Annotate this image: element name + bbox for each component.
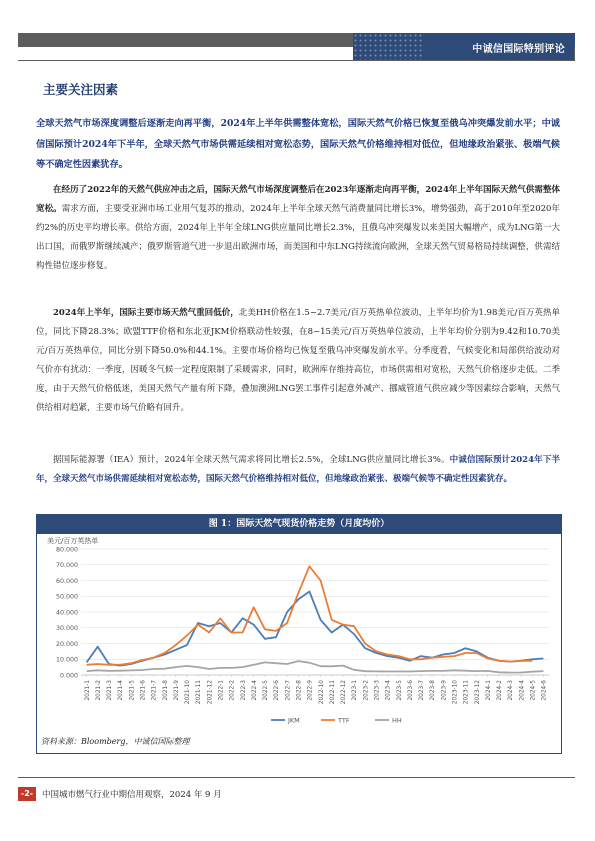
x-tick-label: 2022-11 bbox=[329, 680, 336, 705]
footer-rule bbox=[18, 777, 575, 778]
x-tick-label: 2021-9 bbox=[173, 680, 180, 701]
supply-demand-body: 需求方面，主要受亚洲市场工业用气复苏的推动，2024年上半年全球天然气消费量同比增长3%，增势强劲，高于2010年至2020年约2%的历史平均增长率。供给方面，2024年上半年全球LNG供应量同比增长2.3%，且俄乌冲突爆发以来美国大幅增产，成为LNG第一大出口国，而俄罗斯继续减产；俄罗斯管道气进一步退出欧洲市场，而美国和中东LNG持续流向欧洲，全球天然气贸易格局持续调整，供需结构性错位逐步修复。 bbox=[36, 204, 560, 271]
x-tick-label: 2023-4 bbox=[385, 680, 392, 701]
y-axis-label: 美元/百万英热单 bbox=[47, 537, 99, 545]
figure-caption: 图 1：国际天然气现货价格走势（月度均价） bbox=[37, 515, 561, 534]
x-tick-label: 2022-7 bbox=[285, 680, 292, 701]
price-body: 北美HH价格在1.5~2.7美元/百万英热单位波动，上半年均价为1.98美元/百万英热单位，同比下降28.3%；欧盟TTF价格和东北亚JKM价格联动性较强，在8~15美元/百万英热单位波动，上半年均价分别为9.42和10.70美元/百万英热单位，同比分别下降50.0%和44.1%。主要市场价格均已恢复至俄乌冲突爆发前水平。分季度看，气候变化和局部供给波动对气价亦有扰动：一季度，因暖冬气候一定程度限制了采暖需求，同时，欧洲库存维持高位，市场供需相对宽松，天然气价格逐步走低。二季度，由于天然气价格低迷，美国天然气产量有所下降，叠加澳洲LNG罢工事件引起意外减产、挪威管道气供应减少等因素综合影响，天然气供给相对趋紧，主要市场气价略有回升。 bbox=[36, 308, 560, 413]
x-tick-label: 2021-1 bbox=[84, 680, 91, 701]
x-tick-label: 2022-8 bbox=[296, 680, 303, 701]
y-tick-label: 0.000 bbox=[59, 672, 78, 680]
x-tick-label: 2021-5 bbox=[129, 680, 136, 701]
x-tick-label: 2024-6 bbox=[541, 680, 548, 701]
key-summary-paragraph: 全球天然气市场深度调整后逐渐走向再平衡，2024年上半年供需整体宽松，国际天然气价格已恢复至俄乌冲突爆发前水平；中诚信国际预计2024年下半年，全球天然气市场供需延续相对宽松态势，国际天然气价格维持相对低位，但地缘政治紧张、极端气候等不确定性因素犹存。 bbox=[36, 118, 560, 170]
header-title-box bbox=[353, 33, 575, 60]
price-paragraph bbox=[36, 304, 560, 418]
x-tick-label: 2021-2 bbox=[95, 680, 102, 701]
legend-label-jkm: JKM bbox=[288, 716, 300, 725]
x-tick-label: 2022-12 bbox=[341, 680, 348, 705]
price-lead: 2024年上半年，国际主要市场天然气重回低价， bbox=[53, 308, 239, 318]
header-divider bbox=[574, 47, 575, 61]
figure-source: 资料来源：Bloomberg，中诚信国际整理 bbox=[41, 737, 190, 746]
y-tick-label: 50.000 bbox=[55, 593, 78, 601]
x-tick-label: 2023-2 bbox=[363, 680, 370, 701]
x-tick-label: 2021-3 bbox=[107, 680, 114, 701]
outlook-body: 据国际能源署（IEA）预计，2024年全球天然气需求将同比增长2.5%，全球LNG供应量同比增长3%。 bbox=[53, 455, 450, 465]
x-tick-label: 2021-12 bbox=[207, 680, 214, 705]
x-tick-label: 2023-6 bbox=[407, 680, 414, 701]
legend-label-hh: HH bbox=[392, 716, 402, 725]
y-tick-label: 40.000 bbox=[55, 609, 78, 617]
y-tick-label: 30.000 bbox=[55, 625, 78, 633]
x-tick-label: 2022-5 bbox=[263, 680, 270, 701]
section-title: 主要关注因素 bbox=[43, 82, 119, 97]
outlook-paragraph bbox=[36, 451, 560, 489]
x-tick-label: 2022-2 bbox=[229, 680, 236, 701]
x-tick-label: 2023-10 bbox=[452, 680, 459, 705]
x-tick-label: 2022-6 bbox=[274, 680, 281, 701]
x-tick-label: 2022-10 bbox=[318, 680, 325, 705]
y-tick-label: 70.000 bbox=[55, 562, 78, 570]
series-line-jkm bbox=[87, 592, 544, 666]
y-tick-label: 10.000 bbox=[55, 656, 78, 664]
series-line-hh bbox=[87, 661, 544, 673]
x-tick-label: 2024-4 bbox=[519, 680, 526, 701]
y-tick-label: 80.000 bbox=[55, 546, 78, 554]
x-tick-label: 2023-5 bbox=[396, 680, 403, 701]
x-tick-label: 2023-1 bbox=[352, 680, 359, 701]
x-tick-label: 2021-7 bbox=[151, 680, 158, 701]
x-tick-label: 2022-9 bbox=[307, 680, 314, 701]
x-tick-label: 2022-3 bbox=[240, 680, 247, 701]
header-rule bbox=[18, 60, 575, 61]
header-title: 中诚信国际特别评论 bbox=[472, 44, 565, 55]
x-tick-label: 2024-2 bbox=[497, 680, 504, 701]
supply-demand-paragraph bbox=[36, 181, 560, 276]
header-dot-pattern bbox=[353, 33, 423, 60]
x-tick-label: 2024-5 bbox=[530, 680, 537, 701]
outlook-tail: 中诚信国际预计2024年下半年，全球天然气市场供需延续相对宽松态势，国际天然气价格维持相对低位，但地缘政治紧张、极端气候等不确定性因素犹存。 bbox=[36, 455, 560, 484]
y-tick-label: 60.000 bbox=[55, 577, 78, 585]
page-number: -2- bbox=[18, 787, 36, 801]
footer-text: 中国城市燃气行业中期信用观察，2024 年 9 月 bbox=[42, 790, 222, 800]
x-tick-label: 2024-3 bbox=[508, 680, 515, 701]
supply-demand-lead: 在经历了2022年的天然气供应冲击之后，国际天然气市场深度调整后在2023年逐渐走向再平衡，2024年上半年国际天然气供需整体宽松。 bbox=[36, 185, 560, 214]
x-tick-label: 2022-1 bbox=[218, 680, 225, 701]
gas-price-chart bbox=[37, 534, 561, 734]
page-number-value: 2 bbox=[24, 789, 30, 798]
x-tick-label: 2021-6 bbox=[140, 680, 147, 701]
figure-box bbox=[36, 514, 562, 754]
x-tick-label: 2023-12 bbox=[474, 680, 481, 705]
x-tick-label: 2023-3 bbox=[374, 680, 381, 701]
x-tick-label: 2024-1 bbox=[485, 680, 492, 701]
x-tick-label: 2021-10 bbox=[185, 680, 192, 705]
x-tick-label: 2021-11 bbox=[196, 680, 203, 705]
x-tick-label: 2021-8 bbox=[162, 680, 169, 701]
x-tick-label: 2023-7 bbox=[419, 680, 426, 701]
x-tick-label: 2023-11 bbox=[463, 680, 470, 705]
x-tick-label: 2023-8 bbox=[430, 680, 437, 701]
legend-label-ttf: TTF bbox=[338, 716, 350, 725]
x-tick-label: 2023-9 bbox=[441, 680, 448, 701]
series-line-ttf bbox=[87, 566, 533, 665]
y-tick-label: 20.000 bbox=[55, 640, 78, 648]
x-tick-label: 2021-4 bbox=[118, 680, 125, 701]
x-tick-label: 2022-4 bbox=[251, 680, 258, 701]
